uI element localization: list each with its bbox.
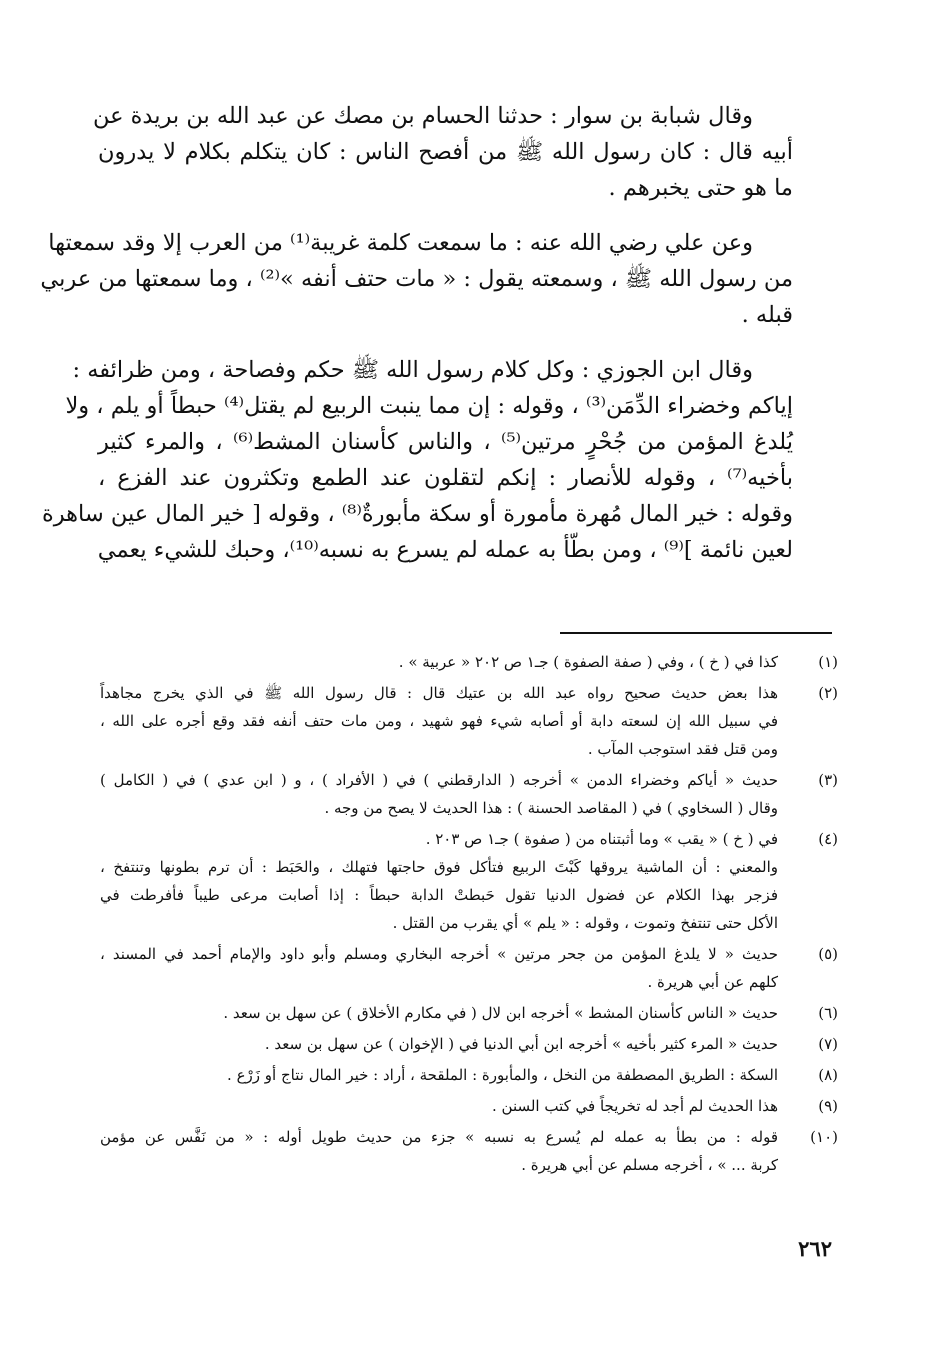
- text-line: وقال ابن الجوزي : وكل كلام رسول الله ﷺ حكم وفصاحة ، ومن ظرائفه :: [72, 357, 753, 383]
- footnote-line: والمعني : أن الماشية يروقها كَبْتَ الربيع فتأكل فوق حاجتها فتهلك ، والحَبَط : أن ترم بطونها وتنتفخ ،: [100, 858, 778, 876]
- text-line: إياكم وخضراء الدِّمَن⁽³⁾ ، وقوله : إن مما ينبت الربيع لم يقتل⁽⁴⁾ حبطاً أو يلم ، ولا: [65, 393, 793, 419]
- footnote-number: (٣): [818, 771, 838, 789]
- footnote: [100, 1123, 840, 1179]
- footnote-number: (٢): [818, 684, 838, 702]
- main-text: [40, 98, 833, 587]
- footnote: [100, 1092, 840, 1120]
- footnote-number: (٦): [818, 1004, 838, 1022]
- footnote: [100, 825, 840, 937]
- text-line: ما هو حتى يخبرهم .: [608, 175, 793, 201]
- footnote-line: كذا في ( خ ) ، وفي ( صفة الصفوة ) جـ١ ص ٢٠٢ « عربية » .: [398, 653, 778, 671]
- footnote-line: وقال ( السخاوي ) في ( المقاصد الحسنة ) : هذا الحديث لا يصح من وجه .: [324, 799, 778, 817]
- footnote-text: [100, 679, 778, 763]
- text-line: وعن علي رضي الله عنه : ما سمعت كلمة غريبة⁽¹⁾ من العرب إلا وقد سمعتها: [48, 230, 753, 256]
- footnote-number: (١): [818, 653, 838, 671]
- footnote-line: قوله : من بطأ به عمله لم يُسرع به نسبه » جزء من حديث طويل أوله : « من نَفَّس عن مؤمن: [100, 1128, 778, 1146]
- footnote-text: [100, 766, 778, 822]
- footnote-number: (١٠): [810, 1128, 838, 1146]
- paragraph: [40, 225, 833, 333]
- footnote: [100, 679, 840, 763]
- footnote-line: حديث « أياكم وخضراء الدمن » أخرجه ( الدارقطني ) في ( الأفراد ) ، و ( ابن عدي ) في ( الكامل ): [100, 771, 778, 789]
- text-line: أبيه قال : كان رسول الله ﷺ من أفصح الناس : كان يتكلم بكلام لا يدرون: [98, 139, 793, 165]
- footnote-line: ومن قتل فقد استوجب المآب .: [587, 740, 778, 758]
- text-line: من رسول الله ﷺ ، وسمعته يقول : « مات حتف أنفه »⁽²⁾ ، وما سمعتها من عربي: [40, 266, 793, 292]
- footnote-line: هذا الحديث لم أجد له تخريجاً في كتب السنن .: [491, 1097, 778, 1115]
- text-line: وقوله : خير المال مُهرة مأمورة أو سكة مأبورةٌ⁽⁸⁾ ، وقوله [ خير المال عين ساهرة: [41, 501, 793, 527]
- footnote-text: [100, 825, 778, 937]
- footnote-line: حديث « المرء كثير بأخيه » أخرجه ابن أبي الدنيا في ( الإخوان ) عن سهل بن سعد .: [264, 1035, 778, 1053]
- footnote-line: السكة : الطريق المصطفة من النخل ، والمأبورة : الملقحة ، أراد : خير المال نتاج أو زَرْع .: [227, 1066, 778, 1084]
- footnote-text: [100, 999, 778, 1027]
- footnote-line: كربة ... » ، أخرجه مسلم عن أبي هريرة .: [521, 1156, 778, 1174]
- footnote-number: (٤): [818, 830, 838, 848]
- footnote: [100, 940, 840, 996]
- footnote-line: في سبيل الله إن لسعته دابة أو أصابه شيء فهو شهيد ، ومن مات حتف أنفه فقد وقع أجره على الله ،: [100, 712, 778, 730]
- text-line: بأخيه⁽⁷⁾ ، وقوله للأنصار : إنكم لتقلون عند الطمع وتكثرون عند الفزع ،: [98, 465, 793, 491]
- footnote: [100, 1030, 840, 1058]
- text-line: لعين نائمة ]⁽⁹⁾ ، ومن بطّأ به عمله لم يسرع به نسبه⁽¹⁰⁾، وحبك للشيء يعمي: [97, 537, 793, 563]
- footnotes: [100, 648, 840, 1182]
- footnote-line: كلهم عن أبي هريرة .: [647, 973, 778, 991]
- footnote-text: [100, 1061, 778, 1089]
- footnote-number: (٨): [818, 1066, 838, 1084]
- footnote-divider: [560, 632, 832, 634]
- footnote-text: [100, 1092, 778, 1120]
- text-line: وقال شبابة بن سوار : حدثنا الحسام بن مصك عن عبد الله بن بريدة عن: [92, 103, 753, 129]
- footnote-line: في ( خ ) « يقب » وما أثبتناه من ( صفوة ) جـ١ ص ٢٠٣ .: [425, 830, 778, 848]
- footnote-line: هذا بعض حديث صحيح رواه عبد الله بن عتيك قال : قال رسول الله ﷺ في الذي يخرج مجاهداً: [100, 684, 778, 702]
- footnote-number: (٩): [818, 1097, 838, 1115]
- paragraph: [41, 352, 833, 568]
- footnote-text: [100, 1030, 778, 1058]
- footnote-line: حديث « الناس كأسنان المشط » أخرجه ابن لال ( في مكارم الأخلاق ) عن سهل بن سعد .: [223, 1004, 778, 1022]
- paragraph: [92, 98, 833, 206]
- footnote-line: الأكل حتى تنتفخ وتموت ، وقوله : « يلم » أي يقرب من القتل .: [392, 914, 778, 932]
- footnote-line: فزجر بهذا الكلام عن فضول الدنيا تقول حَبطتْ الدابة حبطاً : إذا أصابت مرعى طيباً فأفرطت في: [100, 886, 778, 904]
- text-line: قبله .: [741, 302, 793, 328]
- footnote: [100, 1061, 840, 1089]
- footnote: [100, 766, 840, 822]
- footnote-text: [100, 940, 778, 996]
- footnote: [100, 648, 840, 676]
- footnote-number: (٥): [818, 945, 838, 963]
- footnote-number: (٧): [818, 1035, 838, 1053]
- text-line: يُلدغ المؤمن من جُحْرٍ مرتين⁽⁵⁾ ، والناس كأسنان المشط⁽⁶⁾ ، والمرء كثير: [98, 429, 793, 455]
- footnote-line: حديث « لا يلدغ المؤمن من جحر مرتين » أخرجه البخاري ومسلم وأبو داود والإمام أحمد في المسند ،: [100, 945, 778, 963]
- footnote-text: [100, 1123, 778, 1179]
- footnote-text: [100, 648, 778, 676]
- footnote: [100, 999, 840, 1027]
- page-number: ٢٦٢: [798, 1236, 832, 1261]
